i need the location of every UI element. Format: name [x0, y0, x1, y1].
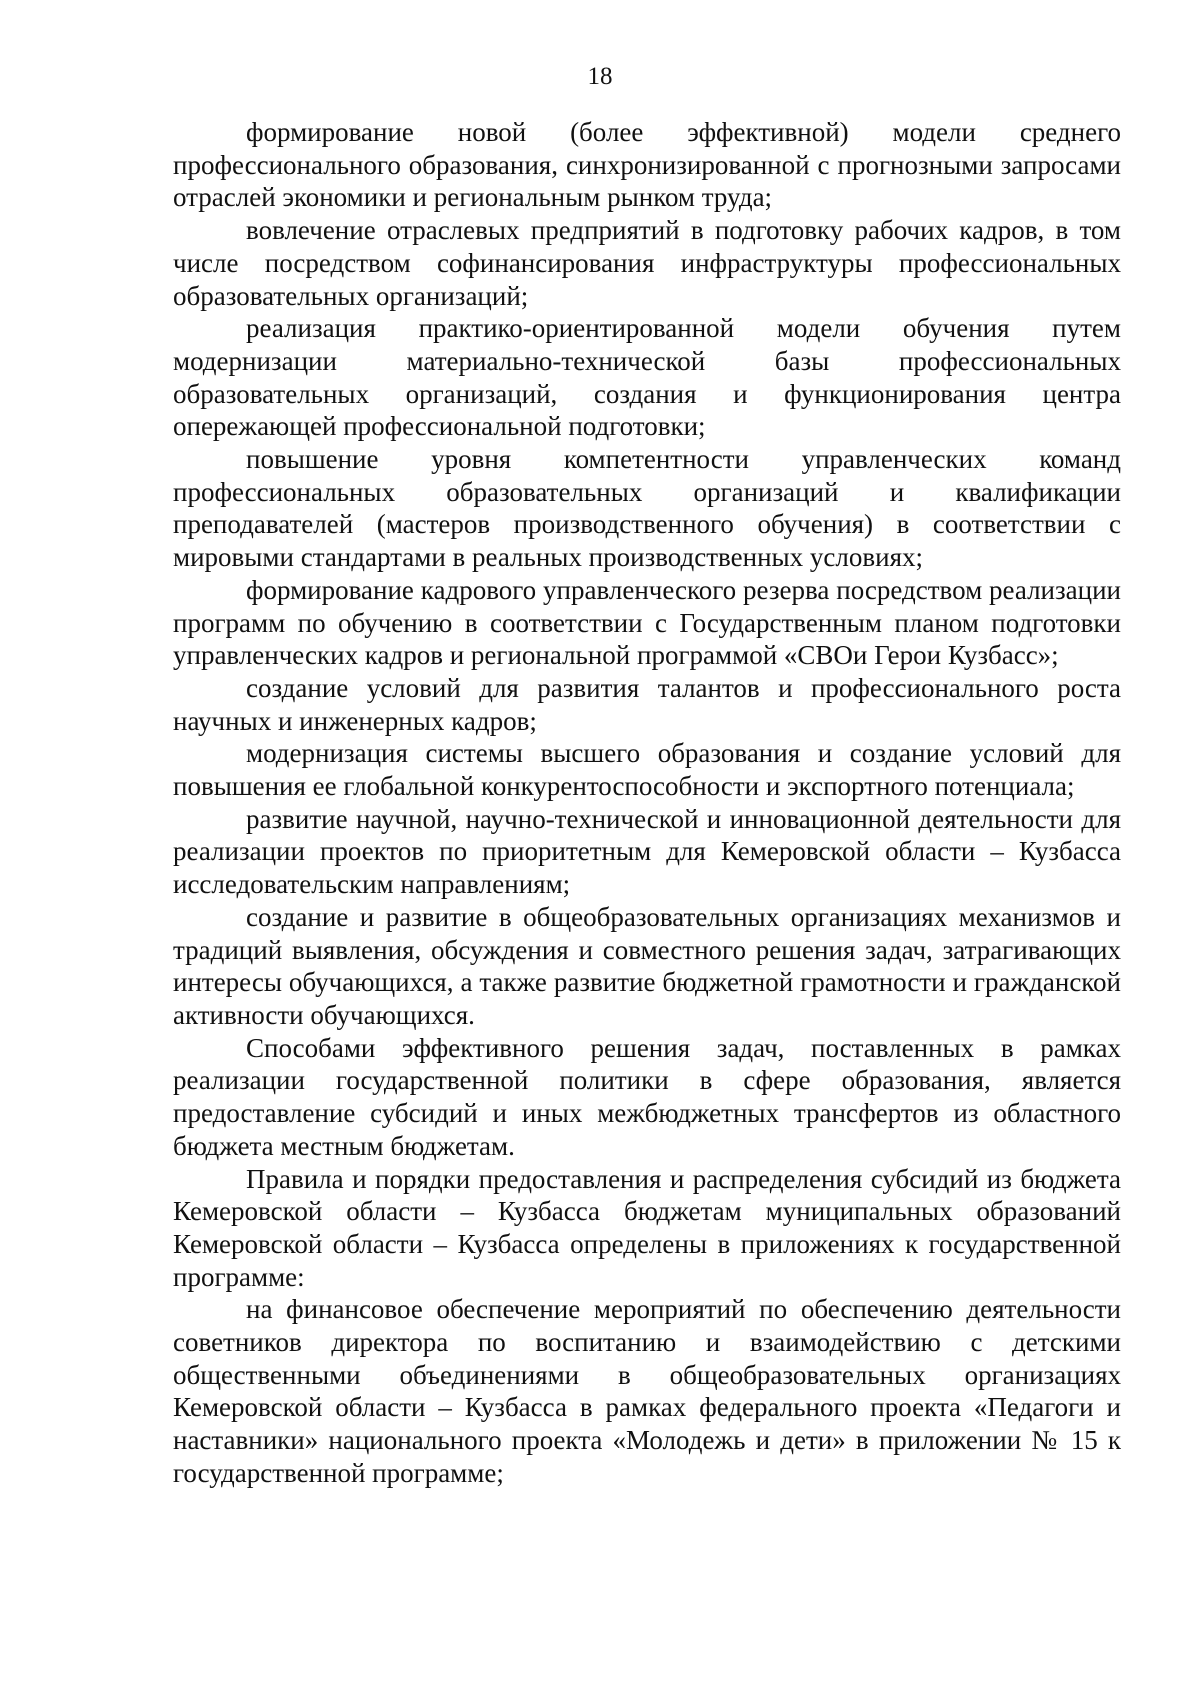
- paragraph: развитие научной, научно-технической и инновационной деятельности для реализации проектов по приоритетным для Кемеровской области – Кузбасса исследовательским направлениям;: [173, 803, 1121, 900]
- paragraph: формирование новой (более эффективной) модели среднего профессионального образования, синхронизированной с прогнозными запросами отраслей экономики и региональным рынком труда;: [173, 117, 1121, 213]
- paragraph: на финансовое обеспечение мероприятий по обеспечению деятельности советников директора по воспитанию и взаимодействию с детскими общественными объединениями в общеобразовательных организациях Кемеровской области – Кузбасса в рамках федерального проекта «Педагоги и наставники» национального проекта «Молодежь и дети» в приложении № 15 к государственной программе;: [173, 1294, 1121, 1488]
- paragraph: Способами эффективного решения задач, поставленных в рамках реализации государственной политики в сфере образования, является предоставление субсидий и иных межбюджетных трансфертов из областного бюджета местным бюджетам.: [173, 1032, 1121, 1161]
- paragraph: вовлечение отраслевых предприятий в подготовку рабочих кадров, в том числе посредством софинансирования инфраструктуры профессиональных образовательных организаций;: [173, 215, 1121, 311]
- paragraph: создание и развитие в общеобразовательных организациях механизмов и традиций выявления, обсуждения и совместного решения задач, затрагивающих интересы обучающихся, а также развитие бюджетной грамотности и гражданской активности обучающихся.: [173, 901, 1121, 1030]
- paragraph: повышение уровня компетентности управленческих команд профессиональных образовательных организаций и квалификации преподавателей (мастеров производственного обучения) в соответствии с мировыми стандартами в реальных производственных условиях;: [173, 444, 1121, 573]
- paragraph: Правила и порядки предоставления и распределения субсидий из бюджета Кемеровской области – Кузбасса бюджетам муниципальных образований Кемеровской области – Кузбасса определены в приложениях к государственной программе:: [173, 1163, 1121, 1292]
- paragraph: реализация практико-ориентированной модели обучения путем модернизации материально-технической базы профессиональных образовательных организаций, создания и функционирования центра опережающей профессиональной подготовки;: [173, 313, 1121, 442]
- paragraph: создание условий для развития талантов и профессионального роста научных и инженерных кадров;: [173, 672, 1121, 736]
- paragraph: модернизация системы высшего образования и создание условий для повышения ее глобальной конкурентоспособности и экспортного потенциала;: [173, 738, 1121, 802]
- page-number: 18: [587, 63, 613, 90]
- paragraph: формирование кадрового управленческого резерва посредством реализации программ по обучению в соответствии с Государственным планом подготовки управленческих кадров и региональной программой «СВОи Герои Кузбасс»;: [173, 574, 1121, 671]
- document-body: [173, 116, 1121, 1490]
